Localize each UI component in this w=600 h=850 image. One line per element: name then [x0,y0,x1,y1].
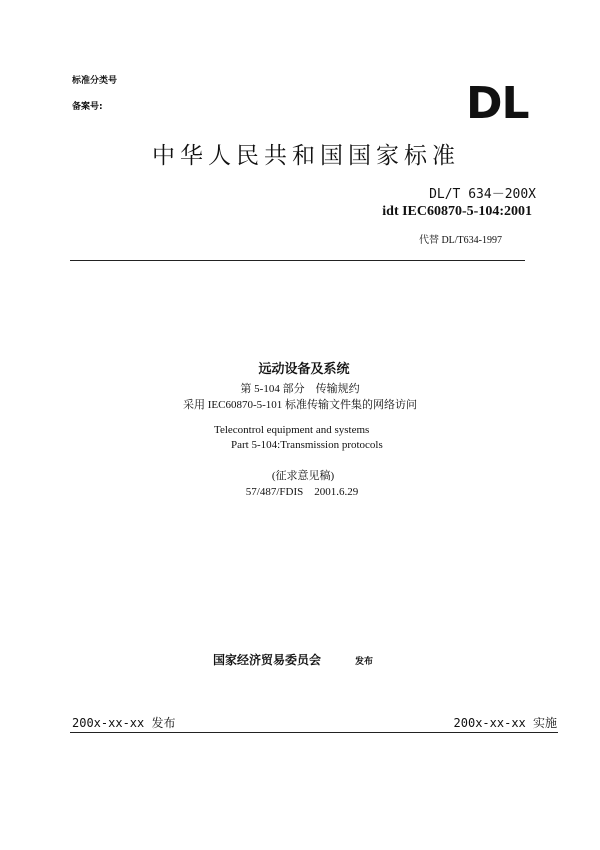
dl-logo: DL [466,78,529,129]
draft-code: 57/487/FDIS 2001.6.29 [245,486,359,498]
classification-code-label: 标准分类号 [72,76,118,86]
part-title-en: Part 5-104:Transmission protocols [231,439,383,451]
identical-standard: idt IEC60870-5-104:2001 [382,204,532,219]
subtitle-cn: 采用 IEC60870-5-101 标准传输文件集的网络访问 [182,399,418,411]
publish-date: 200x-xx-xx 发布 [72,716,176,730]
footer-divider [70,732,558,733]
record-number-label: 备案号: [72,102,103,112]
header-divider [70,260,525,261]
draft-status: (征求意见稿) [271,470,335,482]
main-title-cn: 远动设备及系统 [258,362,350,377]
standard-number: DL/T 634－200X [429,187,536,202]
issuing-authority: 国家经济贸易委员会 [213,653,322,667]
part-title-cn: 第 5-104 部分 传输规约 [240,383,360,395]
national-standard-title: 中华人民共和国国家标准 [152,143,460,169]
implement-date: 200x-xx-xx 实施 [453,716,557,730]
title-en: Telecontrol equipment and systems [214,424,370,436]
issuing-suffix: 发布 [355,657,374,667]
replaces-standard: 代替 DL/T634-1997 [418,235,502,246]
